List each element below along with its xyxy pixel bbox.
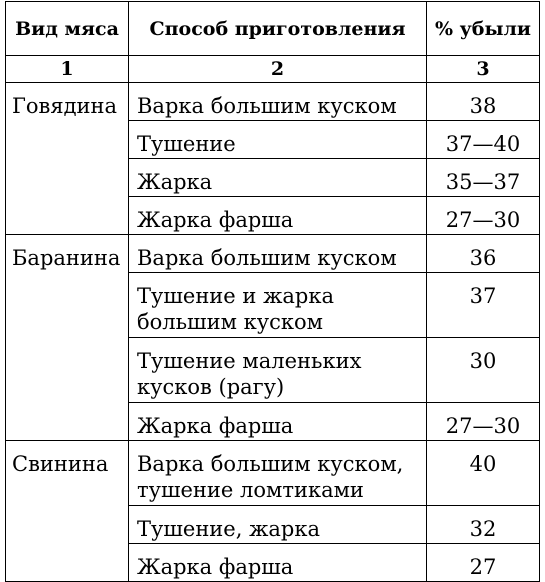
method-cell: Жарка фарша (129, 544, 427, 582)
column-number-row (6, 56, 540, 83)
table-row (6, 441, 540, 506)
meat-type-cell: Свинина (6, 441, 129, 582)
method-cell: Жарка фарша (129, 197, 427, 235)
method-cell: Тушение и жарка большим куском (129, 273, 427, 338)
column-number: 3 (427, 56, 540, 83)
method-cell: Жарка (129, 159, 427, 197)
loss-cell: 27—30 (427, 197, 540, 235)
table-row (6, 83, 540, 121)
loss-cell: 40 (427, 441, 540, 506)
method-cell: Варка большим куском (129, 235, 427, 273)
meat-type-cell: Говядина (6, 83, 129, 235)
loss-cell: 27—30 (427, 403, 540, 441)
meat-type-cell: Баранина (6, 235, 129, 441)
loss-cell: 37—40 (427, 121, 540, 159)
table-row (6, 235, 540, 273)
meat-loss-table (5, 1, 540, 582)
method-cell: Варка большим куском, тушение ломтиками (129, 441, 427, 506)
method-cell: Тушение, жарка (129, 506, 427, 544)
column-number: 1 (6, 56, 129, 83)
loss-cell: 32 (427, 506, 540, 544)
loss-cell: 27 (427, 544, 540, 582)
method-cell: Тушение маленьких кусков (рагу) (129, 338, 427, 403)
header-loss-percent: % убыли (427, 2, 540, 56)
loss-cell: 30 (427, 338, 540, 403)
loss-cell: 36 (427, 235, 540, 273)
loss-cell: 35—37 (427, 159, 540, 197)
header-row (6, 2, 540, 56)
method-cell: Варка большим куском (129, 83, 427, 121)
loss-cell: 38 (427, 83, 540, 121)
loss-cell: 37 (427, 273, 540, 338)
header-cooking-method: Способ приготовления (129, 2, 427, 56)
header-meat-type: Вид мяса (6, 2, 129, 56)
method-cell: Тушение (129, 121, 427, 159)
method-cell: Жарка фарша (129, 403, 427, 441)
column-number: 2 (129, 56, 427, 83)
